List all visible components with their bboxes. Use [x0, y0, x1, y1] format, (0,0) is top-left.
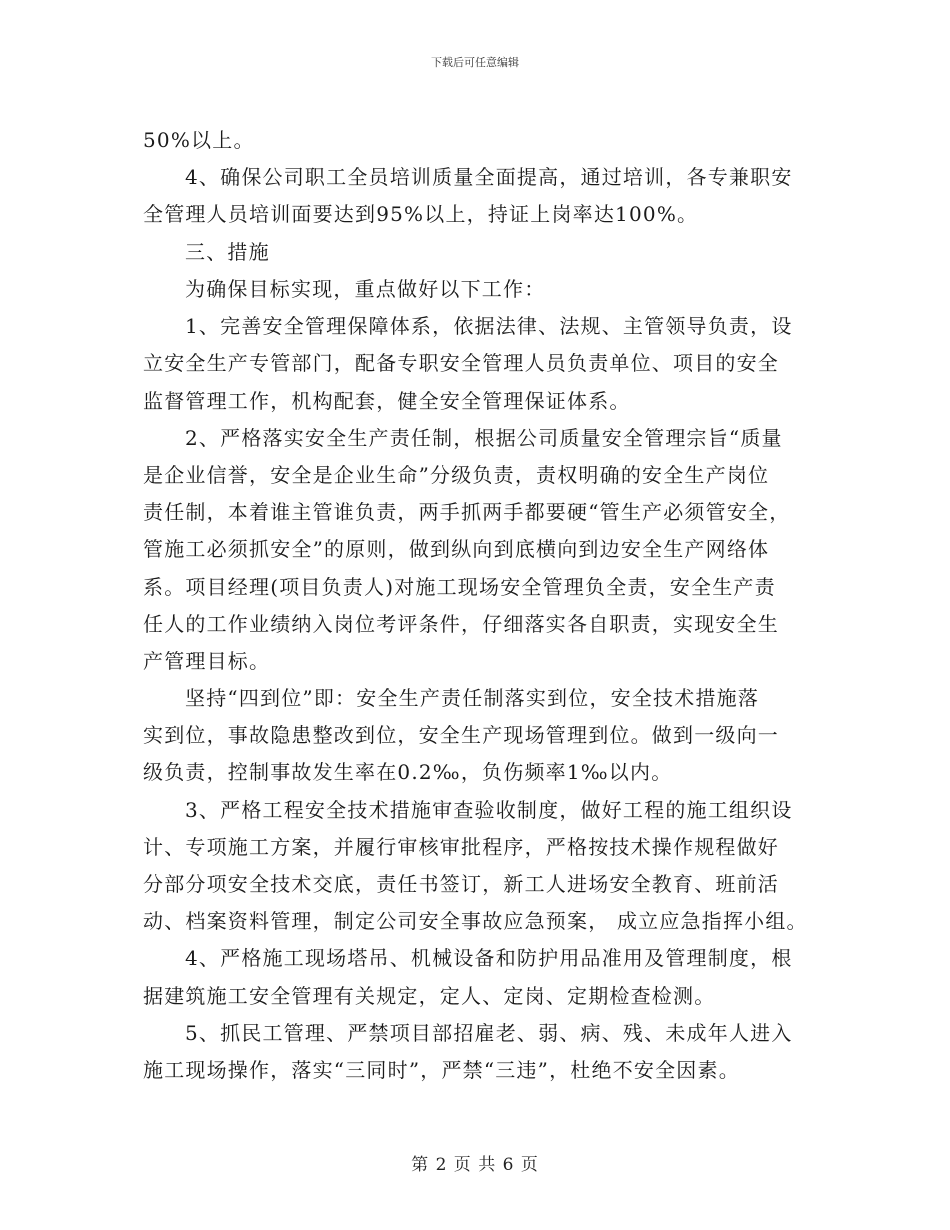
- body-line: 计、专项施工方案，并履行审核审批程序，严格按技术操作规程做好: [143, 835, 779, 859]
- body-line: 分部分项安全技术交底，责任书签订，新工人进场安全教育、班前活: [143, 872, 779, 896]
- body-line: 为确保目标实现，重点做好以下工作：: [185, 277, 546, 301]
- body-line: 3、严格工程安全技术措施审查验收制度，做好工程的施工组织设: [185, 798, 793, 822]
- body-line: 产管理目标。: [143, 649, 271, 673]
- body-line: 全管理人员培训面要达到95%以上，持证上岗率达100%。: [143, 202, 699, 226]
- body-line: 1、完善安全管理保障体系，依据法律、法规、主管领导负责，设: [185, 314, 793, 338]
- body-line: 据建筑施工安全管理有关规定，定人、定岗、定期检查检测。: [143, 984, 716, 1008]
- body-line: 5、抓民工管理、严禁项目部招雇老、弱、病、残、未成年人进入: [185, 1021, 793, 1045]
- body-line: 50%以上。: [143, 128, 255, 152]
- page-footer: 第 2 页 共 6 页: [411, 1155, 539, 1175]
- body-line: 管施工必须抓安全”的原则，做到纵向到底横向到边安全生产网络体: [143, 537, 770, 561]
- body-line: 4、确保公司职工全员培训质量全面提高，通过培训，各专兼职安: [185, 165, 793, 189]
- body-line: 系。项目经理(项目负责人)对施工现场安全管理负全责，安全生产责: [143, 575, 776, 599]
- body-line: 立安全生产专管部门，配备专职安全管理人员负责单位、项目的安全: [143, 351, 779, 375]
- body-line: 坚持“四到位”即：安全生产责任制落实到位，安全技术措施落: [185, 686, 760, 710]
- body-line: 监督管理工作，机构配套，健全安全管理保证体系。: [143, 389, 631, 413]
- body-line: 施工现场操作，落实“三同时”，严禁“三违”，杜绝不安全因素。: [143, 1058, 740, 1082]
- body-line: 2、严格落实安全生产责任制，根据公司质量安全管理宗旨“质量: [185, 426, 783, 450]
- body-line: 三、措施: [185, 240, 270, 264]
- body-line: 动、档案资料管理，制定公司安全事故应急预案， 成立应急指挥小组。: [143, 909, 808, 933]
- page-header: 下载后可任意编辑: [431, 56, 519, 69]
- body-line: 是企业信誉，安全是企业生命”分级负责，责权明确的安全生产岗位: [143, 463, 770, 487]
- body-line: 责任制，本着谁主管谁负责，两手抓两手都要硬“管生产必须管安全，: [143, 500, 791, 524]
- body-line: 任人的工作业绩纳入岗位考评条件，仔细落实各自职责，实现安全生: [143, 612, 779, 636]
- body-line: 实到位，事故隐患整改到位，安全生产现场管理到位。做到一级向一: [143, 723, 779, 747]
- body-line: 级负责，控制事故发生率在0.2‰，负伤频率1‰以内。: [143, 760, 673, 784]
- body-line: 4、严格施工现场塔吊、机械设备和防护用品准用及管理制度，根: [185, 946, 793, 970]
